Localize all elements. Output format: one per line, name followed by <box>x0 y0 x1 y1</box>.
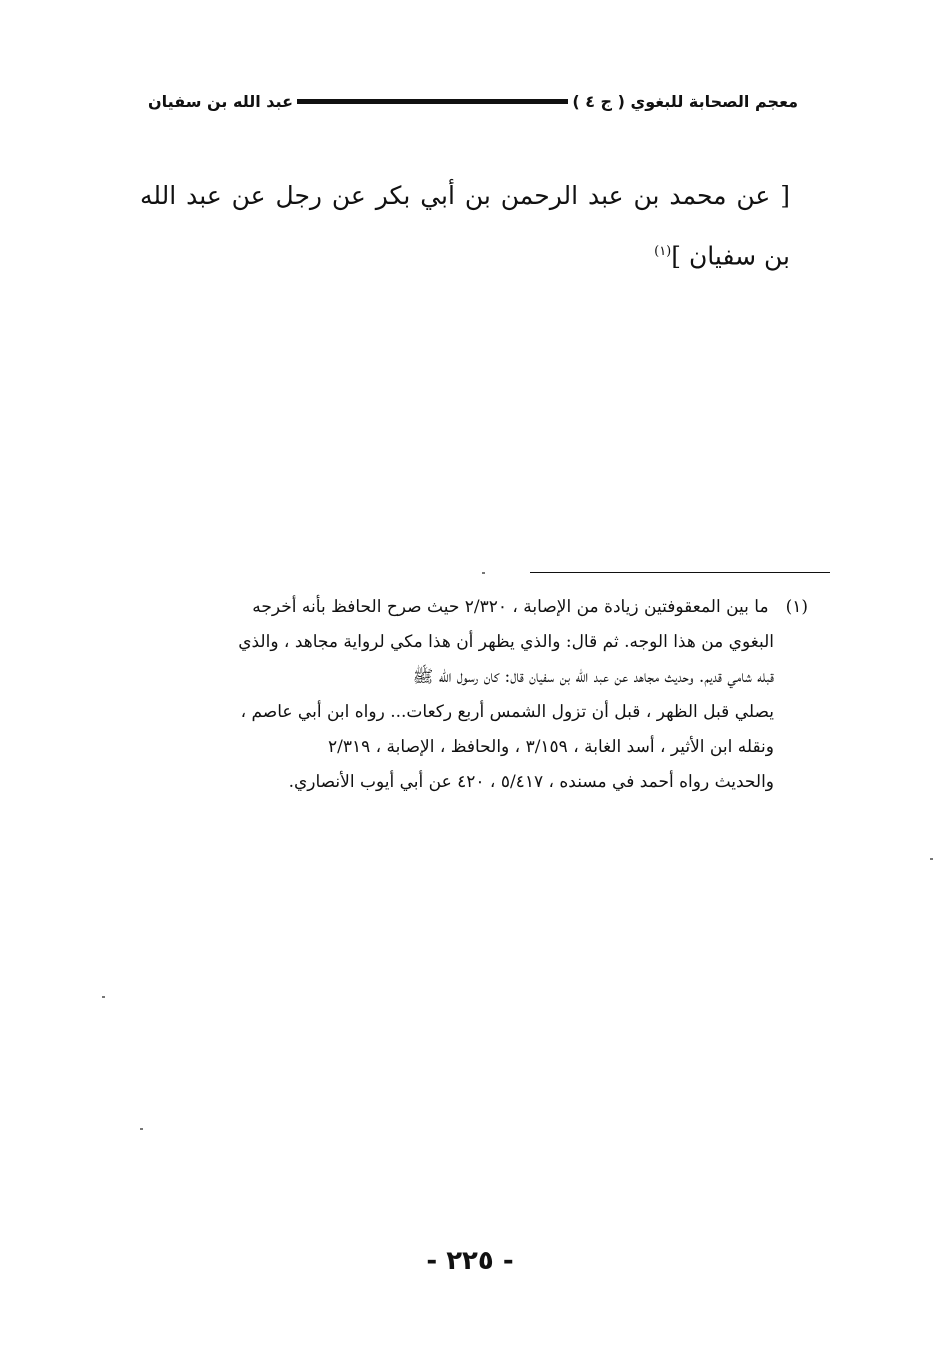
footnote-line: البغوي من هذا الوجه. ثم قال: والذي يظهر أن هذا مكي لرواية مجاهد ، والذي <box>238 632 774 652</box>
main-text-body: [ عن محمد بن عبد الرحمن بن أبي بكر عن رجل عن عبد الله بن سفيان ] <box>140 181 790 271</box>
footnote <box>140 590 808 800</box>
footnote-number: (١) <box>785 597 808 617</box>
page-number: - ٢٢٥ - <box>426 1246 514 1276</box>
running-header <box>148 88 798 114</box>
scan-speck <box>140 1128 143 1130</box>
footnote-line <box>140 590 808 625</box>
main-text <box>140 168 790 284</box>
scan-speck <box>482 572 485 574</box>
header-author-name: عبد الله بن سفيان <box>148 91 293 111</box>
footnote-line: يصلي قبل الظهر ، قبل أن تزول الشمس أربع ركعات... رواه ابن أبي عاصم ، <box>240 702 774 722</box>
footnote-line-text: ما بين المعقوفتين زيادة من الإصابة ، ٢/٣٢٠ حيث صرح الحافظ بأنه أخرجه <box>252 597 769 617</box>
scan-speck <box>102 996 105 998</box>
footnote-line: قبله شامي قديم. وحديث مجاهد عن عبد الله بن سفيان قال: كان رسول الله ﷺ <box>412 667 774 687</box>
footnote-reference: (١) <box>654 244 672 259</box>
header-book-title: معجم الصحابة للبغوي ( ج ٤ ) <box>572 91 798 111</box>
scan-speck <box>930 858 933 860</box>
footnote-line: ونقله ابن الأثير ، أسد الغابة ، ٣/١٥٩ ، والحافظ ، الإصابة ، ٢/٣١٩ <box>328 737 774 757</box>
header-rule <box>297 99 568 104</box>
footnote-line: والحديث رواه أحمد في مسنده ، ٥/٤١٧ ، ٤٢٠ عن أبي أيوب الأنصاري. <box>288 772 774 792</box>
footnote-separator <box>530 572 830 573</box>
